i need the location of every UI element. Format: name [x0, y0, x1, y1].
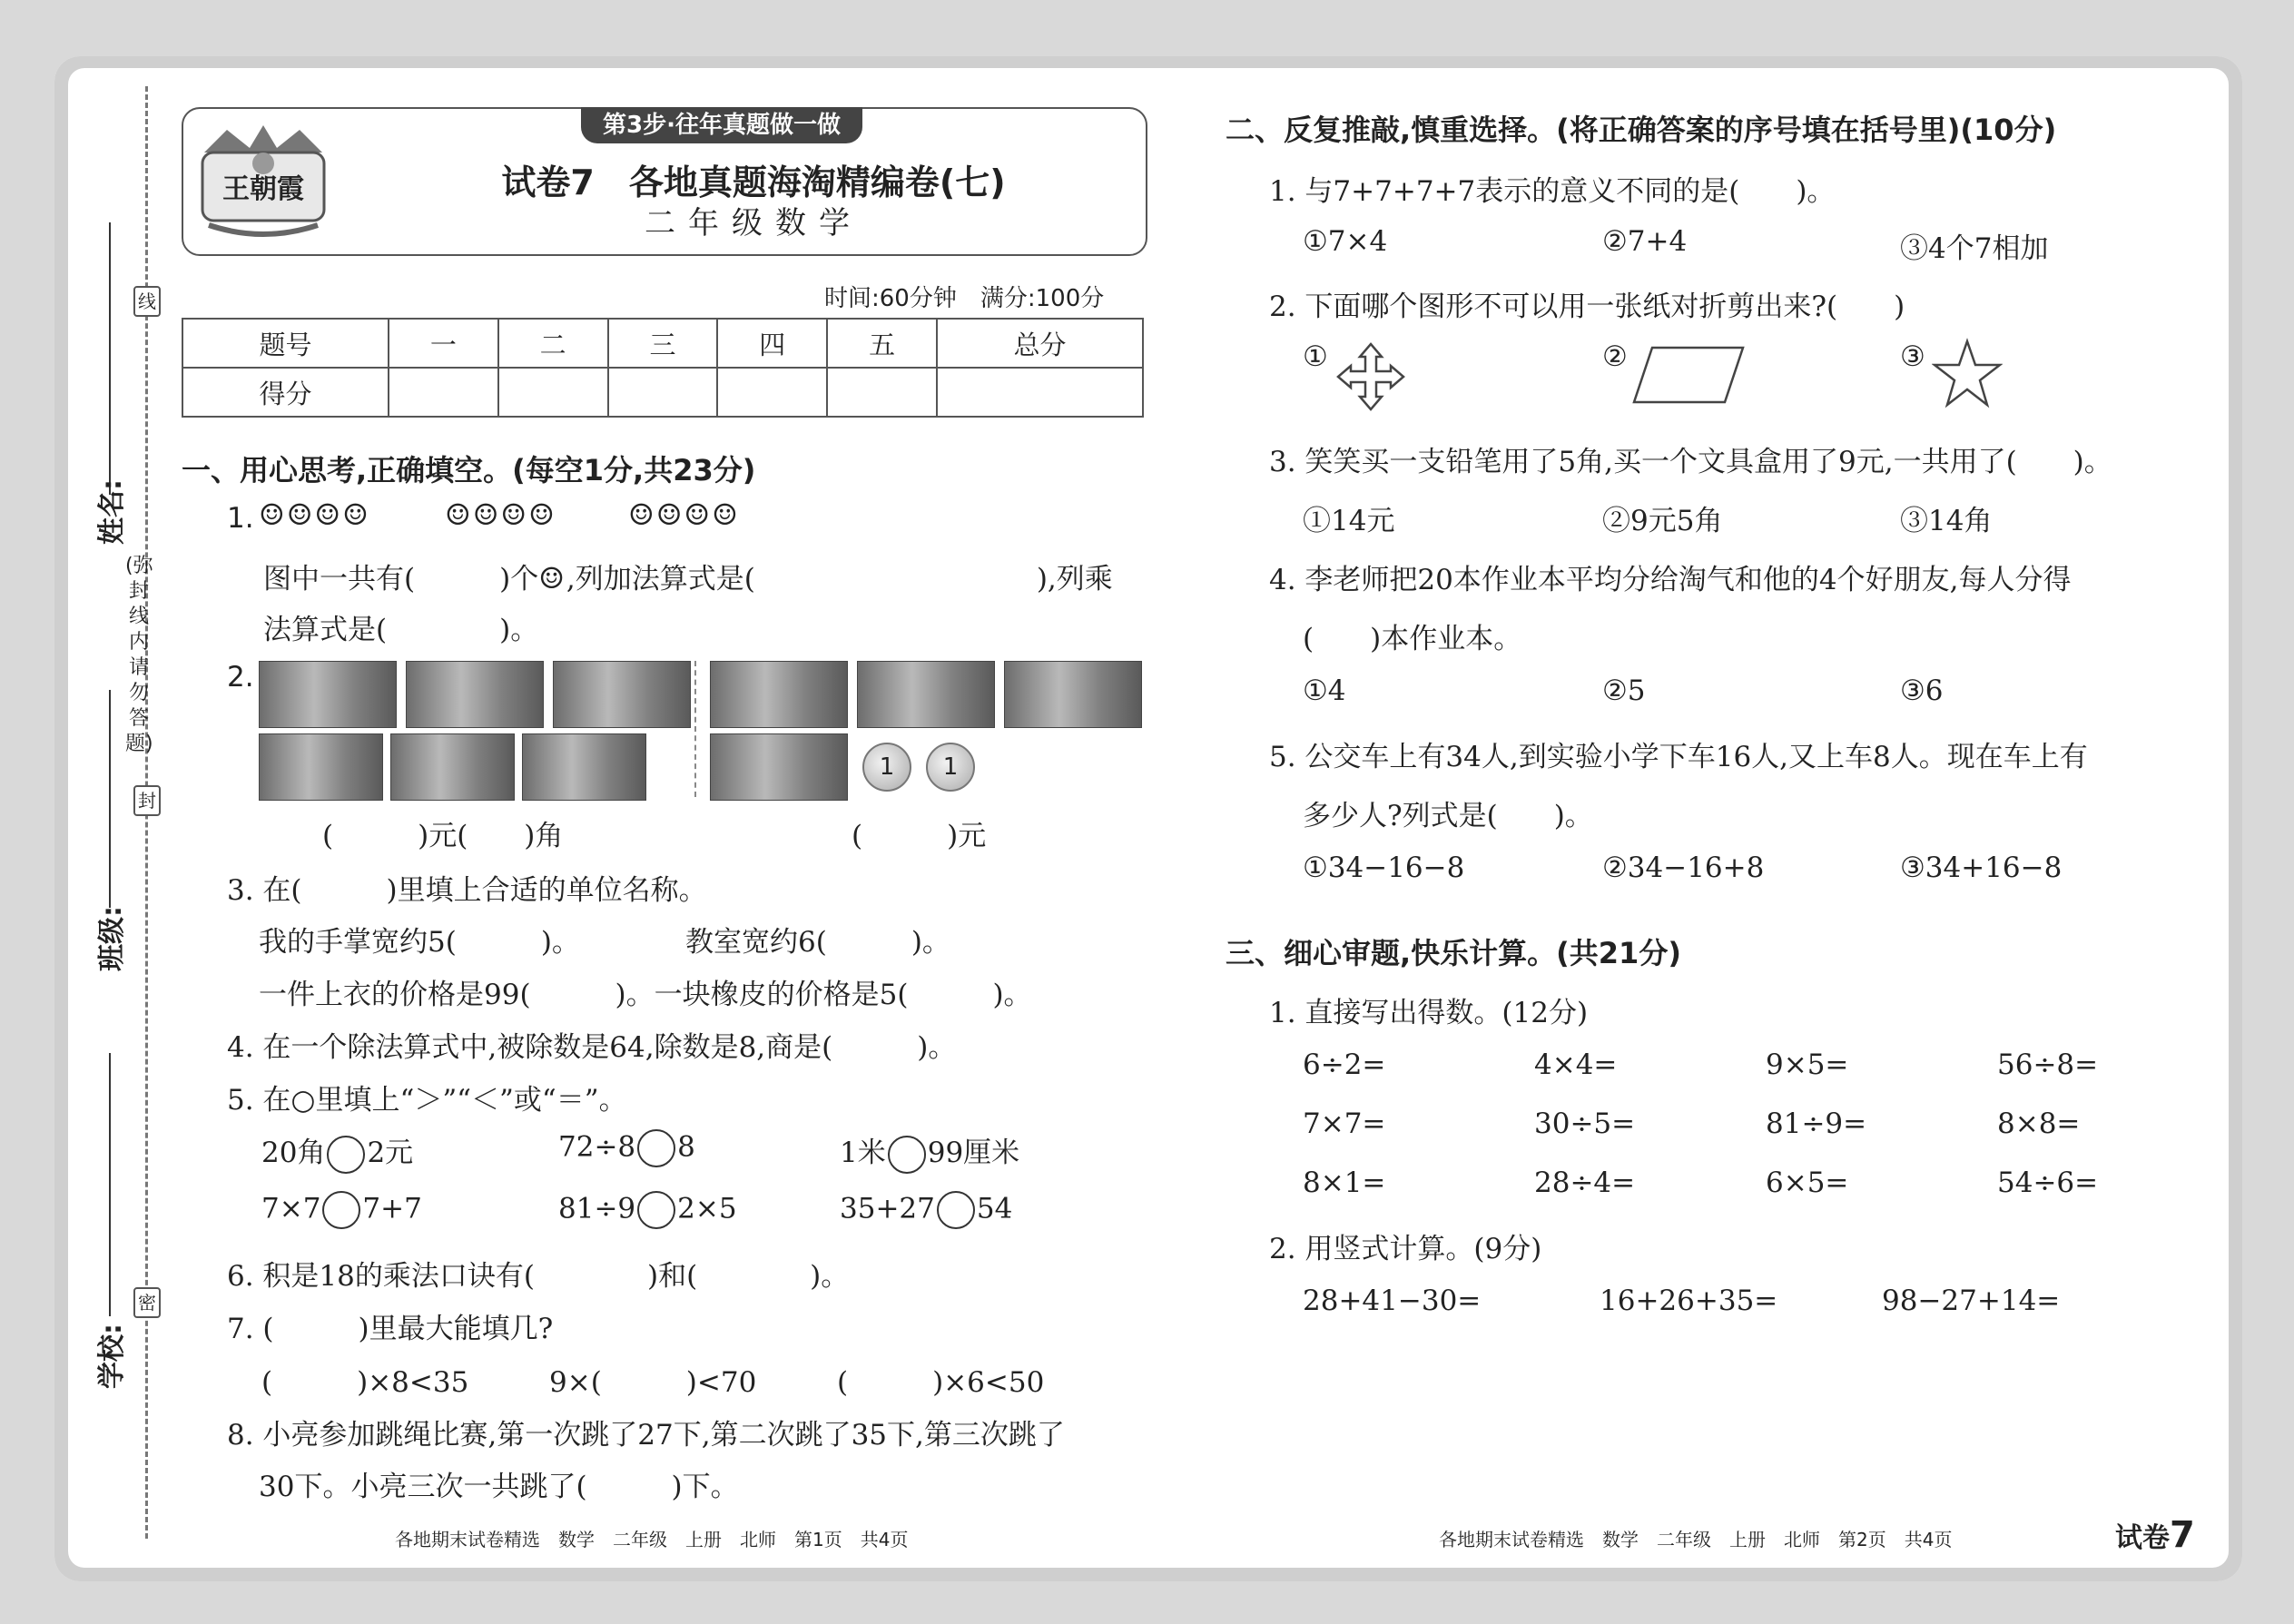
paper-title: 试卷7 各地真题海淘精编卷(七) — [501, 162, 1006, 202]
banknote-1-yuan — [553, 661, 691, 728]
compare-circle[interactable] — [637, 1191, 675, 1229]
smiley-group: ☺☺☺☺ — [259, 497, 370, 532]
coin-1-jiao: 1 — [862, 743, 911, 792]
s2-q5-option: ②34−16+8 — [1602, 851, 1765, 884]
paper-number: 7 — [2170, 1514, 2195, 1556]
s2-q2-option: ③ — [1900, 340, 1925, 373]
q6-text: 6. 积是18的乘法口诀有( )和( )。 — [227, 1260, 850, 1293]
vertical-calc: 98−27+14= — [1882, 1284, 2061, 1317]
oral-calc: 8×8= — [1997, 1107, 2081, 1140]
s3-q2-text: 2. 用竖式计算。(9分) — [1269, 1233, 1542, 1265]
four-arrow-shape-icon — [1334, 340, 1407, 413]
q2-answer-right: ( )元 — [852, 820, 987, 852]
smiley-icon: ☺ — [538, 561, 566, 595]
compare-circle[interactable] — [937, 1191, 975, 1229]
q7-item: ( )×6<50 — [837, 1366, 1045, 1399]
oral-calc: 6÷2= — [1303, 1048, 1386, 1081]
score-input[interactable] — [608, 368, 718, 417]
q4-text: 4. 在一个除法算式中,被除数是64,除数是8,商是( )。 — [227, 1031, 957, 1064]
school-underline — [109, 1053, 111, 1316]
footer-right: 各地期末试卷精选 数学 二年级 上册 北师 第2页 共4页 — [1439, 1529, 1953, 1550]
parallelogram-shape-icon — [1629, 343, 1748, 407]
compare-item — [261, 1191, 422, 1229]
q1-line1-c: ,列加法算式是( ),列乘 — [566, 563, 1113, 595]
q3-item-a: 我的手掌宽约5( )。 — [259, 926, 580, 959]
s2-q2-option: ② — [1602, 340, 1628, 373]
footer-left: 各地期末试卷精选 数学 二年级 上册 北师 第1页 共4页 — [395, 1529, 909, 1550]
smiley-group: ☺☺☺☺ — [628, 497, 740, 532]
compare-right: 7+7 — [362, 1192, 422, 1225]
q3-text: 3. 在( )里填上合适的单位名称。 — [227, 874, 707, 907]
s2-q2-text: 2. 下面哪个图形不可以用一张纸对折剪出来?( ) — [1269, 290, 1905, 323]
compare-left: 20角 — [261, 1137, 326, 1169]
compare-right: 54 — [976, 1192, 1013, 1225]
q1-line1-a: 图中一共有( )个 — [263, 563, 539, 595]
class-underline — [109, 690, 111, 908]
compare-right: 2×5 — [677, 1192, 737, 1225]
s2-q3-option: ③14角 — [1900, 505, 1993, 537]
score-input[interactable] — [498, 368, 608, 417]
s2-q4-line2: ( )本作业本。 — [1303, 623, 1522, 655]
logo-text: 王朝霞 — [222, 173, 304, 205]
s2-q5-line2: 多少人?列式是( )。 — [1303, 800, 1593, 832]
compare-right: 99厘米 — [927, 1137, 1020, 1169]
coin-1-jiao: 1 — [926, 743, 975, 792]
oral-calc: 56÷8= — [1997, 1048, 2099, 1081]
score-header-row — [182, 319, 1143, 368]
q2-number: 2. — [227, 661, 254, 694]
oral-calc: 28÷4= — [1534, 1166, 1636, 1199]
banknote-1-jiao — [390, 733, 515, 801]
paper-number-label — [2115, 1514, 2195, 1556]
s2-q4-line1: 4. 李老师把20本作业本平均分给淘气和他的4个好朋友,每人分得 — [1269, 564, 2072, 596]
money-divider — [694, 661, 696, 797]
score-input[interactable] — [827, 368, 937, 417]
compare-item — [840, 1191, 1012, 1229]
compare-item — [558, 1191, 737, 1229]
s2-q4-option: ①4 — [1303, 674, 1346, 707]
s2-q3-option: ①14元 — [1303, 505, 1395, 537]
score-input[interactable] — [717, 368, 827, 417]
compare-circle[interactable] — [637, 1129, 675, 1167]
compare-item — [558, 1129, 695, 1167]
compare-left: 81÷9 — [558, 1192, 636, 1225]
oral-calc: 8×1= — [1303, 1166, 1386, 1199]
oral-calc: 7×7= — [1303, 1107, 1386, 1140]
banknote-1-jiao — [259, 733, 383, 801]
vertical-calc: 28+41−30= — [1303, 1284, 1482, 1317]
vertical-calc: 16+26+35= — [1600, 1284, 1778, 1317]
oral-calc: 9×5= — [1766, 1048, 1849, 1081]
q1-line1 — [263, 556, 1113, 596]
compare-circle[interactable] — [327, 1136, 365, 1174]
score-value-row — [182, 368, 1143, 417]
seal-tag-feng: 封 — [133, 785, 161, 816]
oral-calc: 30÷5= — [1534, 1107, 1636, 1140]
compare-circle[interactable] — [322, 1191, 360, 1229]
oral-calc: 81÷9= — [1766, 1107, 1867, 1140]
compare-left: 35+27 — [840, 1192, 935, 1225]
s2-q1-option: ②7+4 — [1602, 225, 1688, 258]
seal-tag-xian: 线 — [133, 286, 161, 317]
q8-line2: 30下。小亮三次一共跳了( )下。 — [259, 1471, 739, 1503]
banknote-50-yuan — [710, 661, 848, 728]
seal-notice: (弥封线内请勿答题) — [125, 555, 153, 755]
section3-heading: 三、细心审题,快乐计算。(共21分) — [1226, 936, 1681, 970]
score-table — [182, 318, 1144, 418]
compare-circle[interactable] — [888, 1136, 926, 1174]
oral-calc: 6×5= — [1766, 1166, 1849, 1199]
s2-q1-text: 1. 与7+7+7+7表示的意义不同的是( )。 — [1269, 175, 1836, 208]
q7-item: ( )×8<35 — [261, 1366, 469, 1399]
compare-left: 7×7 — [261, 1192, 321, 1225]
compare-left: 72÷8 — [558, 1130, 636, 1164]
s2-q5-line1: 5. 公交车上有34人,到实验小学下车16人,又上车8人。现在车上有 — [1269, 741, 2088, 773]
score-cell: 二 — [498, 319, 608, 368]
q1-number: 1. — [227, 502, 254, 535]
name-label: 姓名: — [96, 479, 128, 545]
score-cell: 四 — [717, 319, 827, 368]
q1-line2: 法算式是( )。 — [263, 614, 539, 646]
banknote-20-yuan — [857, 661, 995, 728]
s2-q4-option: ③6 — [1900, 674, 1944, 707]
s2-q2-option: ① — [1303, 340, 1328, 373]
score-cell: 总分 — [937, 319, 1143, 368]
banknote-2-jiao — [406, 661, 544, 728]
score-input[interactable] — [389, 368, 498, 417]
name-underline — [109, 222, 111, 495]
oral-calc: 4×4= — [1534, 1048, 1618, 1081]
section2-heading: 二、反复推敲,慎重选择。(将正确答案的序号填在括号里)(10分) — [1226, 113, 2057, 147]
q3-item-c: 一件上衣的价格是99( )。一块橡皮的价格是5( )。 — [259, 979, 1032, 1011]
class-label: 班级: — [96, 906, 128, 971]
star-shape-icon — [1932, 338, 2003, 408]
compare-right: 2元 — [367, 1137, 414, 1169]
school-label: 学校: — [96, 1324, 128, 1389]
oral-calc: 54÷6= — [1997, 1166, 2099, 1199]
section1-heading: 一、用心思考,正确填空。(每空1分,共23分) — [182, 453, 756, 487]
score-input[interactable] — [937, 368, 1143, 417]
banknote-5-yuan — [259, 661, 397, 728]
score-cell: 一 — [389, 319, 498, 368]
banknote-1-jiao — [522, 733, 646, 801]
score-cell: 题号 — [182, 319, 389, 368]
time-info: 时间:60分钟 满分:100分 — [824, 285, 1105, 312]
s2-q1-option: ③4个7相加 — [1900, 232, 2049, 265]
compare-left: 1米 — [840, 1137, 886, 1169]
q2-answer-left: ( )元( )角 — [322, 820, 564, 852]
score-cell: 得分 — [182, 368, 389, 417]
q8-line1: 8. 小亮参加跳绳比赛,第一次跳了27下,第二次跳了35下,第三次跳了 — [227, 1419, 1065, 1452]
compare-item — [261, 1129, 413, 1174]
s2-q3-text: 3. 笑笑买一支铅笔用了5角,买一个文具盒用了9元,一共用了( )。 — [1269, 446, 2112, 478]
score-cell: 五 — [827, 319, 937, 368]
compare-right: 8 — [677, 1130, 695, 1164]
score-cell: 三 — [608, 319, 718, 368]
seal-tag-mi: 密 — [133, 1287, 161, 1318]
s2-q5-option: ③34+16−8 — [1900, 851, 2063, 884]
brand-logo — [195, 116, 331, 243]
q3-item-b: 教室宽约6( )。 — [685, 926, 950, 959]
s2-q5-option: ①34−16−8 — [1303, 851, 1465, 884]
paper-subtitle: 二年级数学 — [645, 205, 862, 241]
q5-text: 5. 在○里填上“＞”“＜”或“＝”。 — [227, 1084, 627, 1117]
compare-item — [840, 1129, 1019, 1174]
smiley-group: ☺☺☺☺ — [445, 497, 556, 532]
q7-text: 7. ( )里最大能填几? — [227, 1313, 554, 1345]
q7-item: 9×( )<70 — [549, 1366, 757, 1399]
banknote-5-yuan — [1004, 661, 1142, 728]
s2-q3-option: ②9元5角 — [1602, 505, 1723, 537]
step-badge: 第3步·往年真题做一做 — [581, 107, 862, 143]
s2-q1-option: ①7×4 — [1303, 225, 1388, 258]
s2-q4-option: ②5 — [1602, 674, 1646, 707]
s3-q1-text: 1. 直接写出得数。(12分) — [1269, 997, 1589, 1029]
banknote-2-jiao — [710, 733, 848, 801]
paper-label: 试卷 — [2115, 1522, 2170, 1554]
